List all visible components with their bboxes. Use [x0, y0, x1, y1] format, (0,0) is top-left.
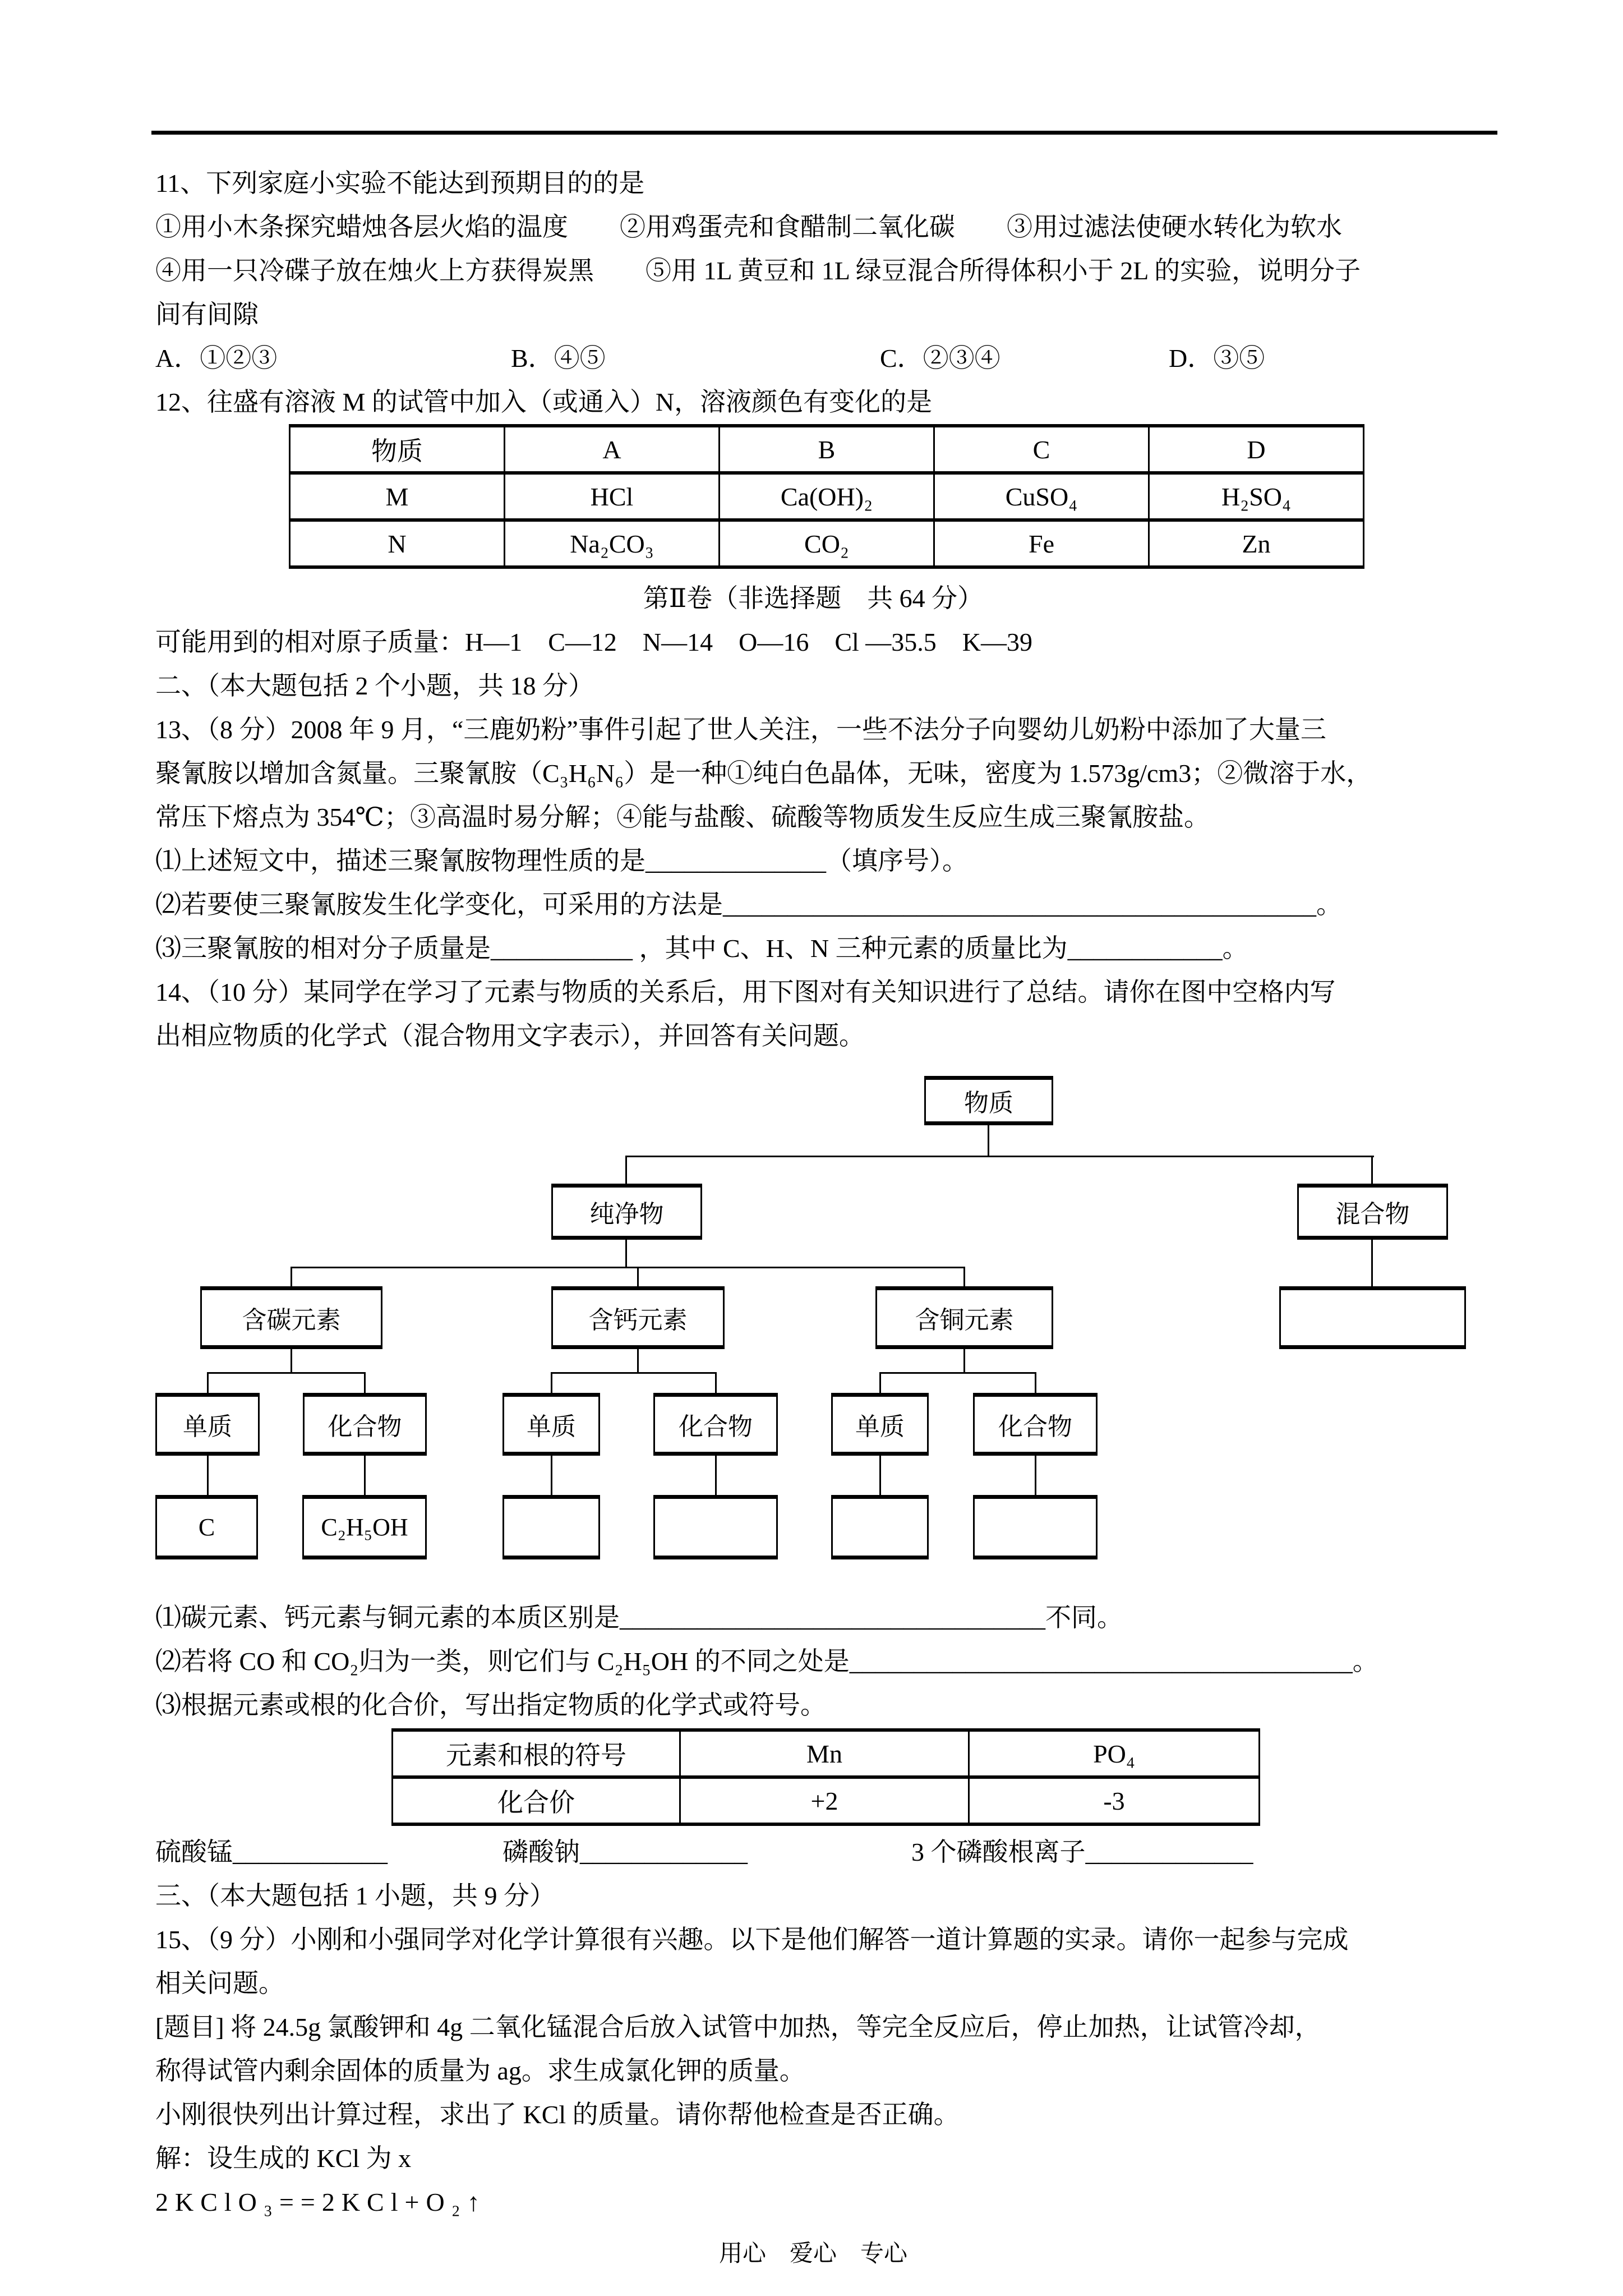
tree-node-element-calcium: 单质: [502, 1393, 600, 1456]
q14-cell-valence-label: 化合价: [393, 1777, 680, 1824]
q12-th-substance: 物质: [290, 426, 505, 473]
q13-line1: 13、（8 分）2008 年 9 月，“三鹿奶粉”事件引起了世人关注，一些不法分子向婴幼儿奶粉中添加了大量三: [155, 715, 1326, 744]
q12-cell-m-d: H₂SO₄: [1149, 473, 1364, 520]
q14-fill-sodium-phosphate: 磷酸钠_____________: [502, 1838, 748, 1866]
atomic-masses-line: 可能用到的相对原子质量：H—1 C—12 N—14 O—16 Cl —35.5 K—39: [155, 628, 1033, 656]
tree-connector: [1035, 1372, 1036, 1393]
q14-fill-manganese-sulfate: 硫酸锰____________: [155, 1838, 388, 1866]
q14-th-mn: Mn: [680, 1730, 969, 1777]
tree-connector: [1371, 1156, 1373, 1184]
q15-line2: 相关问题。: [155, 1969, 284, 1998]
q11-option-c: C．②③④: [880, 344, 1000, 372]
q15-line3: 小刚很快列出计算过程，求出了 KCl 的质量。请你帮他检查是否正确。: [155, 2100, 960, 2129]
tree-connector: [291, 1267, 965, 1268]
q15-problem-line2: 称得试管内剩余固体的质量为 ag。求生成氯化钾的质量。: [155, 2056, 805, 2085]
tree-connector: [207, 1456, 209, 1495]
tree-node-contains-carbon: 含碳元素: [200, 1286, 382, 1349]
tree-node-substance: 物质: [924, 1076, 1053, 1125]
q13-line3: 常压下熔点为 354℃；③高温时易分解；④能与盐酸、硫酸等物质发生反应生成三聚氰胺盐。: [155, 803, 1210, 831]
q12-cell-n-d: Zn: [1149, 520, 1364, 567]
q12-cell-m-label: M: [290, 473, 505, 520]
q14-valence-header-row: [393, 1730, 1260, 1777]
tree-node-element-carbon: 单质: [155, 1393, 260, 1456]
header-rule: [151, 131, 1497, 135]
tree-connector: [963, 1349, 965, 1372]
q13-sub1: ⑴上述短文中，描述三聚氰胺物理性质的是______________（填序号）。: [155, 846, 968, 875]
q14-fill-phosphate-ions: 3 个磷酸根离子_____________: [911, 1838, 1253, 1866]
q11-items-line3: 间有间隙: [155, 300, 259, 329]
q12-stem: 12、往盛有溶液 M 的试管中加入（或通入）N，溶液颜色有变化的是: [155, 388, 933, 416]
q14-sub3: ⑶根据元素或根的化合价，写出指定物质的化学式或符号。: [155, 1691, 826, 1719]
tree-node-compound-copper: 化合物: [973, 1393, 1098, 1456]
tree-node-compound-carbon: 化合物: [303, 1393, 427, 1456]
q14-sub1: ⑴碳元素、钙元素与铜元素的本质区别是_________________________________不同。: [155, 1603, 1123, 1632]
tree-node-mixture: 混合物: [1297, 1184, 1448, 1240]
tree-node-contains-copper: 含铜元素: [875, 1286, 1053, 1349]
tree-connector: [1035, 1456, 1036, 1495]
q15-solution-setup: 解：设生成的 KCl 为 x: [155, 2144, 412, 2173]
tree-node-element-copper: 单质: [831, 1393, 929, 1456]
q12-cell-m-c: CuSO₄: [934, 473, 1149, 520]
q12-table-header-row: [290, 426, 1364, 473]
tree-connector: [1371, 1240, 1373, 1286]
tree-connector: [551, 1372, 717, 1374]
tree-connector: [291, 1349, 292, 1372]
q14-fill-row: [155, 1830, 1471, 1874]
tree-connector: [364, 1456, 366, 1495]
q15-chemical-equation: 2KClO₃==2KCl+O₂↑: [155, 2188, 487, 2216]
q13-line2: 聚氰胺以增加含氮量。三聚氰胺（C₃H₆N₆）是一种①纯白色晶体，无味，密度为 1.573g/cm3；②微溶于水，: [155, 759, 1372, 788]
q12-th-c: C: [934, 426, 1149, 473]
tree-connector: [879, 1372, 881, 1393]
q14-sub2: ⑵若将 CO 和 CO₂归为一类，则它们与 C₂H₅OH 的不同之处是_______________________________________。: [155, 1647, 1378, 1676]
q11-option-a: A．①②③: [155, 344, 278, 372]
q12-th-a: A: [505, 426, 720, 473]
tree-node-example-ethanol: C₂H₅OH: [302, 1495, 427, 1559]
tree-node-example-c: C: [155, 1495, 258, 1559]
tree-node-mixture-blank: [1279, 1286, 1466, 1349]
tree-connector: [988, 1125, 989, 1156]
tree-connector: [880, 1372, 1036, 1374]
tree-connector: [364, 1372, 366, 1393]
q15-line1: 15、（9 分）小刚和小强同学对化学计算很有兴趣。以下是他们解答一道计算题的实录。请你一起参与完成: [155, 1925, 1349, 1954]
q14-classification-diagram: [155, 1060, 1471, 1568]
q11-items-line2: ④用一只冷碟子放在烛火上方获得炭黑 ⑤用 1L 黄豆和 1L 绿豆混合所得体积小于 2L 的实验，说明分子: [155, 256, 1361, 285]
q11-items-line1: ①用小木条探究蜡烛各层火焰的温度 ②用鸡蛋壳和食醋制二氧化碳 ③用过滤法使硬水转化为软水: [155, 213, 1342, 241]
tree-connector: [551, 1372, 552, 1393]
q12-th-b: B: [720, 426, 934, 473]
q12-table-row-n: [290, 520, 1364, 567]
q12-table: [289, 424, 1364, 569]
tree-node-blank-4: [973, 1495, 1098, 1559]
tree-connector: [715, 1372, 717, 1393]
q14-cell-valence-po4: -3: [969, 1777, 1260, 1824]
q11-option-d: D．③⑤: [1169, 344, 1265, 372]
tree-node-blank-3: [831, 1495, 929, 1559]
tree-connector: [551, 1456, 552, 1495]
q14-th-po4: PO₄: [969, 1730, 1260, 1777]
section2-header: 二、（本大题包括 2 个小题，共 18 分）: [155, 671, 594, 700]
tree-node-blank-1: [502, 1495, 600, 1559]
tree-node-contains-calcium: 含钙元素: [551, 1286, 725, 1349]
tree-connector: [625, 1240, 627, 1267]
q12-cell-n-label: N: [290, 520, 505, 567]
q11-options-row: [155, 337, 1471, 380]
section2-title: 第Ⅱ卷（非选择题 共 64 分）: [643, 584, 984, 613]
q12-cell-n-c: Fe: [934, 520, 1149, 567]
q14-th-symbol: 元素和根的符号: [393, 1730, 680, 1777]
q14-cell-valence-mn: +2: [680, 1777, 969, 1824]
q12-cell-n-a: Na₂CO₃: [505, 520, 720, 567]
tree-connector: [625, 1156, 627, 1184]
tree-connector: [963, 1267, 965, 1286]
q12-cell-m-b: Ca(OH)₂: [720, 473, 934, 520]
q13-sub3: ⑶三聚氰胺的相对分子质量是___________ ，其中 C、H、N 三种元素的质量比为____________。: [155, 934, 1248, 963]
q15-problem-line1: [题目] 将 24.5g 氯酸钾和 4g 二氧化锰混合后放入试管中加热，等完全反应后，停止加热，让试管冷却，: [155, 2013, 1321, 2041]
q14-valence-table: [391, 1728, 1260, 1826]
q14-line1: 14、（10 分）某同学在学习了元素与物质的关系后，用下图对有关知识进行了总结。请你在图中空格内写: [155, 978, 1336, 1006]
q12-cell-m-a: HCl: [505, 473, 720, 520]
tree-node-blank-2: [653, 1495, 778, 1559]
tree-connector: [637, 1349, 639, 1372]
q14-valence-value-row: [393, 1777, 1260, 1824]
q12-cell-n-b: CO₂: [720, 520, 934, 567]
q12-table-row-m: [290, 473, 1364, 520]
exam-content: [155, 162, 1471, 2276]
q14-line2: 出相应物质的化学式（混合物用文字表示），并回答有关问题。: [155, 1022, 865, 1050]
tree-connector: [291, 1267, 292, 1286]
tree-connector: [626, 1156, 1374, 1157]
tree-connector: [207, 1372, 209, 1393]
tree-connector: [208, 1372, 366, 1374]
q11-stem: 11、下列家庭小实验不能达到预期目的的是: [155, 169, 645, 197]
q11-option-b: B．④⑤: [511, 344, 606, 372]
section3-header: 三、（本大题包括 1 小题，共 9 分）: [155, 1881, 555, 1910]
q13-sub2: ⑵若要使三聚氰胺发生化学变化，可采用的方法是______________________________________________。: [155, 890, 1342, 919]
tree-connector: [879, 1456, 881, 1495]
tree-node-compound-calcium: 化合物: [653, 1393, 778, 1456]
tree-connector: [637, 1267, 639, 1286]
tree-node-pure-substance: 纯净物: [551, 1184, 702, 1240]
page-footer: 用心 爱心 专心: [718, 2241, 907, 2267]
tree-connector: [715, 1456, 717, 1495]
q12-th-d: D: [1149, 426, 1364, 473]
